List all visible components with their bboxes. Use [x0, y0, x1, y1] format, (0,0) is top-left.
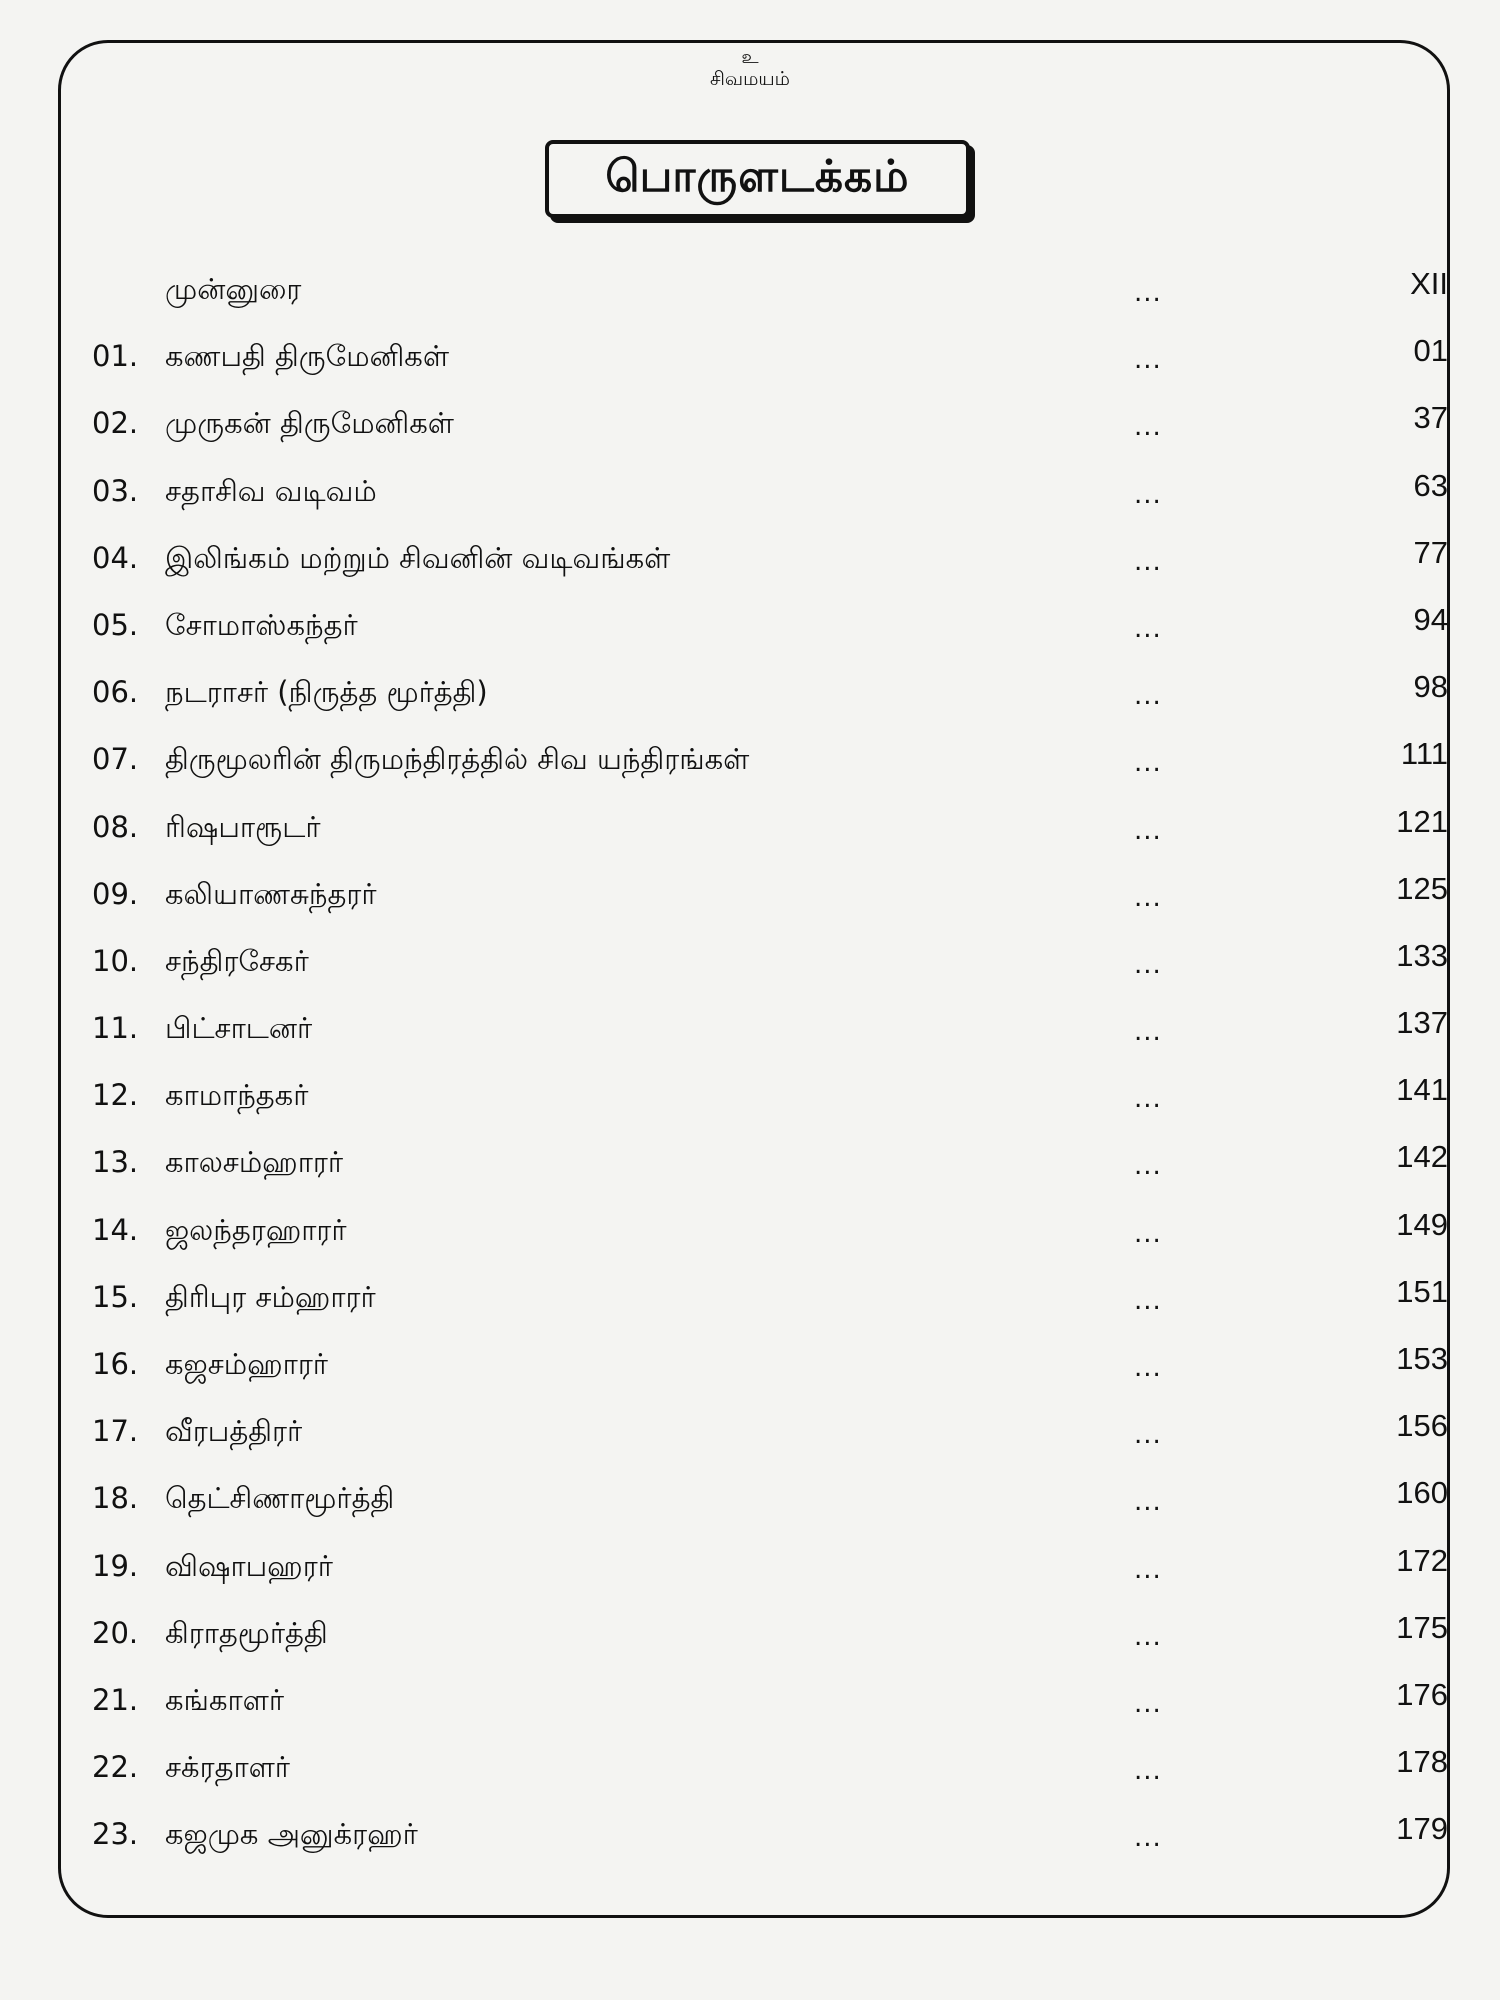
toc-entry-leader: ...: [1134, 1688, 1162, 1719]
toc-entry-title: கலியாணசுந்தரர்: [165, 876, 377, 911]
toc-entry: [0, 1001, 1500, 1068]
toc-entry-number: 13.: [92, 1145, 139, 1180]
toc-entry-title: சக்ரதாளர்: [165, 1750, 290, 1785]
toc-entry-leader: ...: [1134, 345, 1162, 376]
toc-entry-leader: ...: [1134, 479, 1162, 510]
toc-entry-page: XII: [1410, 266, 1448, 301]
toc-entry-title: முன்னுரை: [165, 272, 302, 306]
toc-entry-page: 111: [1400, 736, 1448, 772]
toc-entry-leader: ...: [1134, 748, 1162, 779]
toc-entry-number: 23.: [92, 1817, 139, 1852]
title-box: [545, 140, 970, 218]
toc-entry-leader: ...: [1134, 681, 1162, 712]
page-header: [0, 46, 1500, 90]
toc-entry-page: 133: [1396, 937, 1448, 973]
toc-entry-page: 141: [1396, 1072, 1448, 1108]
toc-entry-title: திரிபுர சம்ஹாரர்: [165, 1279, 376, 1314]
toc-entry-title: பிட்சாடனர்: [165, 1011, 313, 1046]
toc-entry-number: 12.: [92, 1078, 139, 1113]
toc-entry-leader: ...: [1134, 1017, 1162, 1048]
toc-entry-page: 153: [1396, 1341, 1448, 1376]
toc-entry-number: 08.: [92, 809, 139, 844]
toc-entry-number: 11.: [92, 1011, 139, 1046]
toc-entry-title: கஜசம்ஹாரர்: [165, 1347, 328, 1381]
toc-entry-title: கங்காளர்: [165, 1682, 284, 1717]
pillaiyar-suzhi: உ: [741, 46, 759, 68]
page-title: பொருளடக்கம்: [605, 150, 910, 202]
toc-entry-page: 37: [1413, 400, 1448, 436]
toc-entry-page: 176: [1396, 1676, 1448, 1712]
toc-entry-page: 01: [1413, 333, 1448, 369]
toc-entry: [0, 531, 1500, 598]
toc-entry-number: 15.: [92, 1279, 139, 1314]
toc-entry: [0, 1135, 1500, 1202]
toc-entry: [0, 262, 1500, 329]
toc-entry-page: 121: [1396, 803, 1448, 839]
toc-entry: [0, 1471, 1500, 1538]
toc-entry-number: 19.: [92, 1548, 139, 1583]
toc-entry-number: 18.: [92, 1481, 139, 1516]
table-of-contents: [0, 262, 1500, 1875]
toc-entry-title: கிராதமூர்த்தி: [165, 1615, 328, 1650]
toc-entry-number: 04.: [92, 540, 139, 575]
toc-entry-leader: ...: [1134, 1487, 1162, 1518]
toc-entry-number: 22.: [92, 1750, 139, 1785]
toc-entry-page: 151: [1396, 1273, 1448, 1309]
toc-entry-number: 10.: [92, 943, 139, 978]
toc-entry-leader: ...: [1134, 1621, 1162, 1652]
toc-entry-number: 16.: [92, 1347, 139, 1381]
toc-entry: [0, 396, 1500, 463]
toc-entry-page: 178: [1396, 1744, 1448, 1780]
toc-entry-title: வீரபத்திரர்: [165, 1414, 303, 1449]
toc-entry-leader: ...: [1134, 412, 1162, 443]
toc-entry-title: சோமாஸ்கந்தர்: [165, 607, 358, 642]
toc-entry-title: தெட்சிணாமூர்த்தி: [165, 1481, 395, 1516]
toc-entry-page: 142: [1396, 1139, 1448, 1175]
toc-entry-number: 21.: [92, 1682, 139, 1717]
toc-entry-number: 03.: [92, 473, 139, 508]
toc-entry-title: கஜமுக அனுக்ரஹர்: [165, 1817, 418, 1852]
toc-entry: [0, 1673, 1500, 1740]
toc-entry-page: 175: [1396, 1609, 1448, 1645]
toc-entry-title: சந்திரசேகர்: [165, 943, 309, 978]
toc-entry-leader: ...: [1134, 278, 1162, 308]
toc-entry-leader: ...: [1134, 1084, 1162, 1115]
toc-entry: [0, 1068, 1500, 1135]
toc-entry-page: 179: [1396, 1811, 1448, 1847]
toc-entry-leader: ...: [1134, 882, 1162, 913]
toc-entry-title: ரிஷபாரூடர்: [165, 809, 321, 844]
toc-entry-leader: ...: [1134, 815, 1162, 846]
toc-entry-number: 07.: [92, 742, 139, 777]
toc-entry-number: 09.: [92, 876, 139, 911]
toc-entry-page: 77: [1413, 534, 1448, 570]
toc-entry: [0, 800, 1500, 867]
toc-entry-page: 160: [1396, 1475, 1448, 1511]
toc-entry-page: 125: [1396, 870, 1448, 906]
toc-entry-leader: ...: [1134, 1353, 1162, 1383]
toc-entry: [0, 1404, 1500, 1471]
toc-entry-leader: ...: [1134, 1420, 1162, 1451]
toc-entry: [0, 464, 1500, 531]
toc-entry-number: 14.: [92, 1212, 139, 1247]
toc-entry-page: 98: [1413, 669, 1448, 705]
toc-entry-title: கணபதி திருமேனிகள்: [165, 339, 449, 374]
toc-entry: [0, 1270, 1500, 1337]
toc-entry-title: விஷாபஹரர்: [165, 1548, 333, 1583]
toc-entry: [0, 867, 1500, 934]
toc-entry: [0, 1203, 1500, 1270]
toc-entry: [0, 665, 1500, 732]
toc-entry-page: 137: [1396, 1005, 1448, 1041]
toc-entry-leader: ...: [1134, 1756, 1162, 1787]
toc-entry-leader: ...: [1134, 949, 1162, 980]
toc-entry-leader: ...: [1134, 1218, 1162, 1249]
toc-entry-page: 172: [1396, 1542, 1448, 1578]
toc-entry-leader: ...: [1134, 613, 1162, 644]
toc-entry: [0, 1807, 1500, 1874]
toc-entry: [0, 1740, 1500, 1807]
toc-entry-title: நடராசர் (நிருத்த மூர்த்தி): [165, 675, 488, 710]
toc-entry-title: காலசம்ஹாரர்: [165, 1145, 343, 1180]
toc-entry-title: காமாந்தகர்: [165, 1078, 309, 1113]
toc-entry-title: ஜலந்தரஹாரர்: [165, 1212, 347, 1247]
toc-entry-leader: ...: [1134, 546, 1162, 577]
toc-entry-title: சதாசிவ வடிவம்: [165, 473, 377, 508]
toc-entry-title: திருமூலரின் திருமந்திரத்தில் சிவ யந்திரங்கள்: [165, 742, 750, 777]
toc-entry-number: 06.: [92, 675, 139, 710]
toc-entry-number: 02.: [92, 406, 139, 441]
toc-entry-number: 05.: [92, 607, 139, 642]
toc-entry-leader: ...: [1134, 1554, 1162, 1585]
toc-entry: [0, 934, 1500, 1001]
toc-entry-title: இலிங்கம் மற்றும் சிவனின் வடிவங்கள்: [165, 540, 671, 575]
toc-entry-number: 17.: [92, 1414, 139, 1449]
toc-entry: [0, 1539, 1500, 1606]
invocation-text: சிவமயம்: [710, 68, 790, 90]
toc-entry-page: 156: [1396, 1408, 1448, 1444]
toc-entry-leader: ...: [1134, 1285, 1162, 1316]
toc-entry: [0, 598, 1500, 665]
toc-entry-number: 20.: [92, 1615, 139, 1650]
toc-entry-page: 94: [1413, 601, 1448, 637]
toc-entry-page: 149: [1396, 1206, 1448, 1242]
toc-entry-leader: ...: [1134, 1151, 1162, 1182]
toc-entry: [0, 329, 1500, 396]
toc-entry-number: 01.: [92, 339, 139, 374]
toc-entry: [0, 1337, 1500, 1404]
toc-entry: [0, 732, 1500, 799]
toc-entry-leader: ...: [1134, 1823, 1162, 1854]
toc-entry-page: 63: [1413, 467, 1448, 503]
toc-entry: [0, 1606, 1500, 1673]
toc-entry-title: முருகன் திருமேனிகள்: [165, 406, 454, 441]
